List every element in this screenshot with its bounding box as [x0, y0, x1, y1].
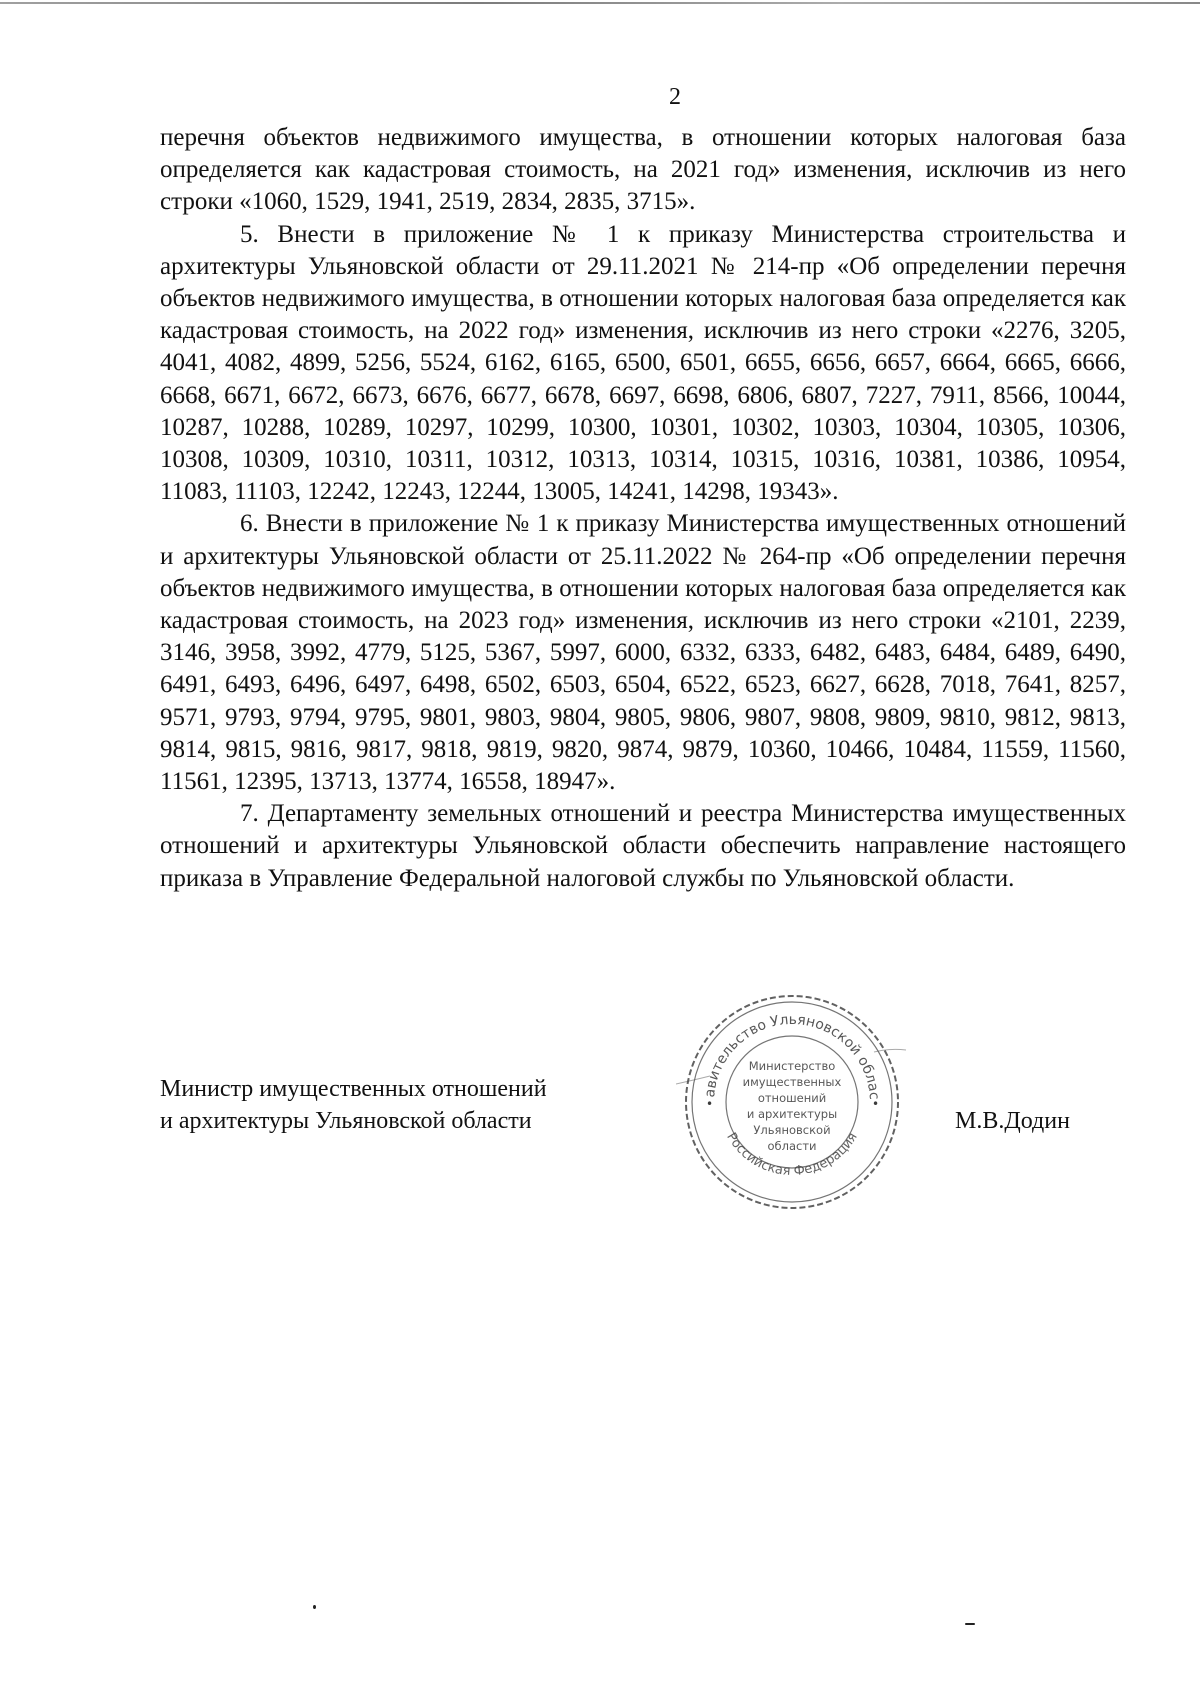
paragraph-continuation: перечня объектов недвижимого имущества, в отношении которых налоговая база определяется как кадастровая стоимость, на 2021 год» изменения, исключив из него строки «1060, 1529, 1941, 2519, 2834, 2835, 3715». — [160, 124, 1126, 216]
page-number: 2 — [669, 84, 681, 110]
scan-speck — [313, 1605, 316, 1609]
signer-position — [160, 1073, 547, 1137]
signer-name: М.В.Додин — [955, 1108, 1070, 1134]
seal-inner-line: Министерство — [748, 1059, 836, 1073]
seal-inner-line: и архитектуры — [746, 1107, 838, 1121]
paragraph-item-6: 6. Внести в приложение № 1 к приказу Министерства имущественных отношений и архитектуры Ульяновской области от 25.11.2022 № 264-пр «Об определении перечня объектов недвижимого имущества, в отношении которых налоговая база определяется как кадастровая стоимость, на 2023 год» изменения, исключив из него строки «2101, 2239, 3146, 3958, 3992, 4779, 5125, 5367, 5997, 6000, 6332, 6333, 6482, 6483, 6484, 6489, 6490, 6491, 6493, 6496, 6497, 6498, 6502, 6503, 6504, 6522, 6523, 6627, 6628, 7018, 7641, 8257, 9571, 9793, 9794, 9795, 9801, 9803, 9804, 9805, 9806, 9807, 9808, 9809, 9810, 9812, 9813, 9814, 9815, 9816, 9817, 9818, 9819, 9820, 9874, 9879, 10360, 10466, 10484, 11559, 11560, 11561, 12395, 13713, 13774, 16558, 18947». — [160, 510, 1126, 796]
official-seal — [676, 988, 908, 1216]
document-body — [160, 122, 1126, 895]
signer-position-line-2: и архитектуры Ульяновской области — [160, 1108, 532, 1134]
scan-top-edge — [0, 2, 1200, 4]
paragraph-item-7: 7. Департаменту земельных отношений и реестра Министерства имущественных отношений и архитектуры Ульяновской области обеспечить направление настоящего приказа в Управление Федеральной налоговой службы по Ульяновской области. — [160, 800, 1126, 892]
seal-inner-line: имущественных — [742, 1075, 842, 1089]
signer-position-line-1: Министр имущественных отношений — [160, 1076, 547, 1102]
seal-outer-bottom-text: Российская Федерация — [723, 1130, 861, 1180]
scan-speck — [965, 1623, 975, 1625]
paragraph-item-5: 5. Внести в приложение № 1 к приказу Министерства строительства и архитектуры Ульяновской области от 29.11.2021 № 214-пр «Об определении перечня объектов недвижимого имущества, в отношении которых налоговая база определяется как кадастровая стоимость, на 2022 год» изменения, исключив из него строки «2276, 3205, 4041, 4082, 4899, 5256, 5524, 6162, 6165, 6500, 6501, 6655, 6656, 6657, 6664, 6665, 6666, 6668, 6671, 6672, 6673, 6676, 6677, 6678, 6697, 6698, 6806, 6807, 7227, 7911, 8566, 10044, 10287, 10288, 10289, 10297, 10299, 10300, 10301, 10302, 10303, 10304, 10305, 10306, 10308, 10309, 10310, 10311, 10312, 10313, 10314, 10315, 10316, 10381, 10386, 10954, 11083, 11103, 12242, 12243, 12244, 13005, 14241, 14298, 19343». — [160, 220, 1126, 506]
seal-inner-line: отношений — [757, 1091, 827, 1105]
seal-inner-line: области — [767, 1139, 817, 1153]
seal-inner-line: Ульяновской — [753, 1123, 831, 1137]
seal-outer-text: авительство Ульяновской облас — [702, 1011, 883, 1101]
svg-text:•: • — [706, 1097, 714, 1111]
svg-text:Российская Федерация — [723, 1130, 861, 1179]
svg-text:•: • — [872, 1097, 880, 1111]
